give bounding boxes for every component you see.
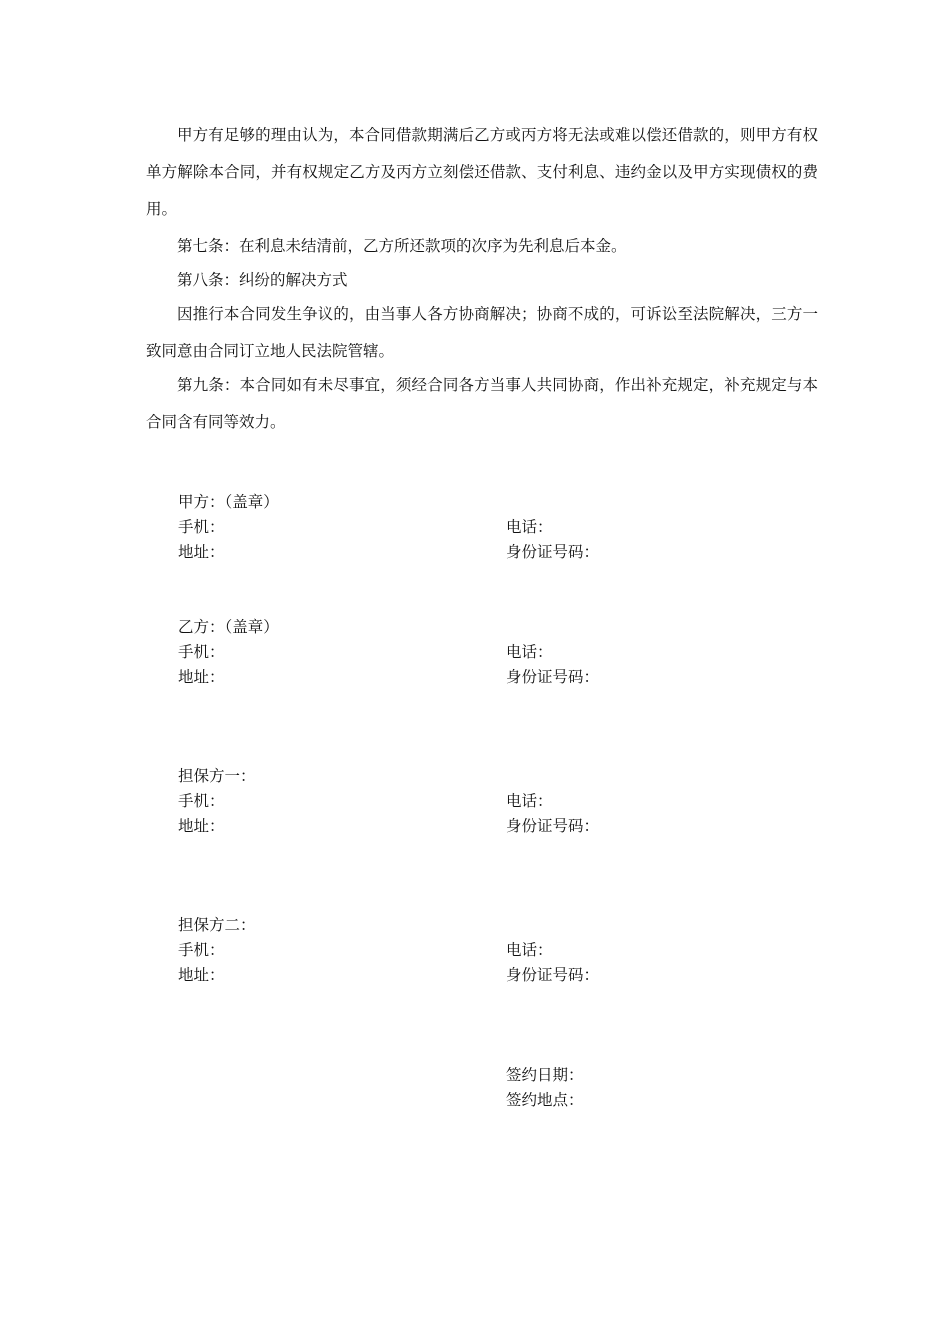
- signing-date-label: 签约日期：: [506, 1066, 584, 1084]
- mobile-label: 手机：: [178, 792, 225, 810]
- paragraph-termination-right: 甲方有足够的理由认为，本合同借款期满后乙方或丙方将无法或难以偿还借款的，则甲方有权单方解除本合同，并有权规定乙方及丙方立刻偿还借款、支付利息、违约金以及甲方实现债权的费用。: [146, 126, 818, 218]
- party-title: 担保方二：: [178, 916, 256, 934]
- id-number-label: 身份证号码：: [506, 543, 600, 561]
- mobile-label: 手机：: [178, 941, 225, 959]
- party-title: 甲方：（盖章）: [178, 493, 279, 511]
- signing-place-label: 签约地点：: [506, 1091, 584, 1109]
- phone-label: 电话：: [506, 643, 553, 661]
- party-title: 乙方：（盖章）: [178, 618, 279, 636]
- id-number-label: 身份证号码：: [506, 966, 600, 984]
- id-number-label: 身份证号码：: [506, 817, 600, 835]
- paragraph-article-7: 第七条：在利息未结清前，乙方所还款项的次序为先利息后本金。: [177, 237, 627, 255]
- address-label: 地址：: [178, 668, 225, 686]
- mobile-label: 手机：: [178, 518, 225, 536]
- address-label: 地址：: [178, 543, 225, 561]
- phone-label: 电话：: [506, 518, 553, 536]
- paragraph-dispute-resolution: 因推行本合同发生争议的，由当事人各方协商解决；协商不成的，可诉讼至法院解决，三方一致同意由合同订立地人民法院管辖。: [146, 305, 818, 360]
- id-number-label: 身份证号码：: [506, 668, 600, 686]
- phone-label: 电话：: [506, 941, 553, 959]
- address-label: 地址：: [178, 817, 225, 835]
- paragraph-article-8-heading: 第八条：纠纷的解决方式: [177, 271, 348, 289]
- mobile-label: 手机：: [178, 643, 225, 661]
- paragraph-article-9: 第九条：本合同如有未尽事宜，须经合同各方当事人共同协商，作出补充规定，补充规定与本合同含有同等效力。: [146, 376, 818, 431]
- phone-label: 电话：: [506, 792, 553, 810]
- address-label: 地址：: [178, 966, 225, 984]
- party-title: 担保方一：: [178, 767, 256, 785]
